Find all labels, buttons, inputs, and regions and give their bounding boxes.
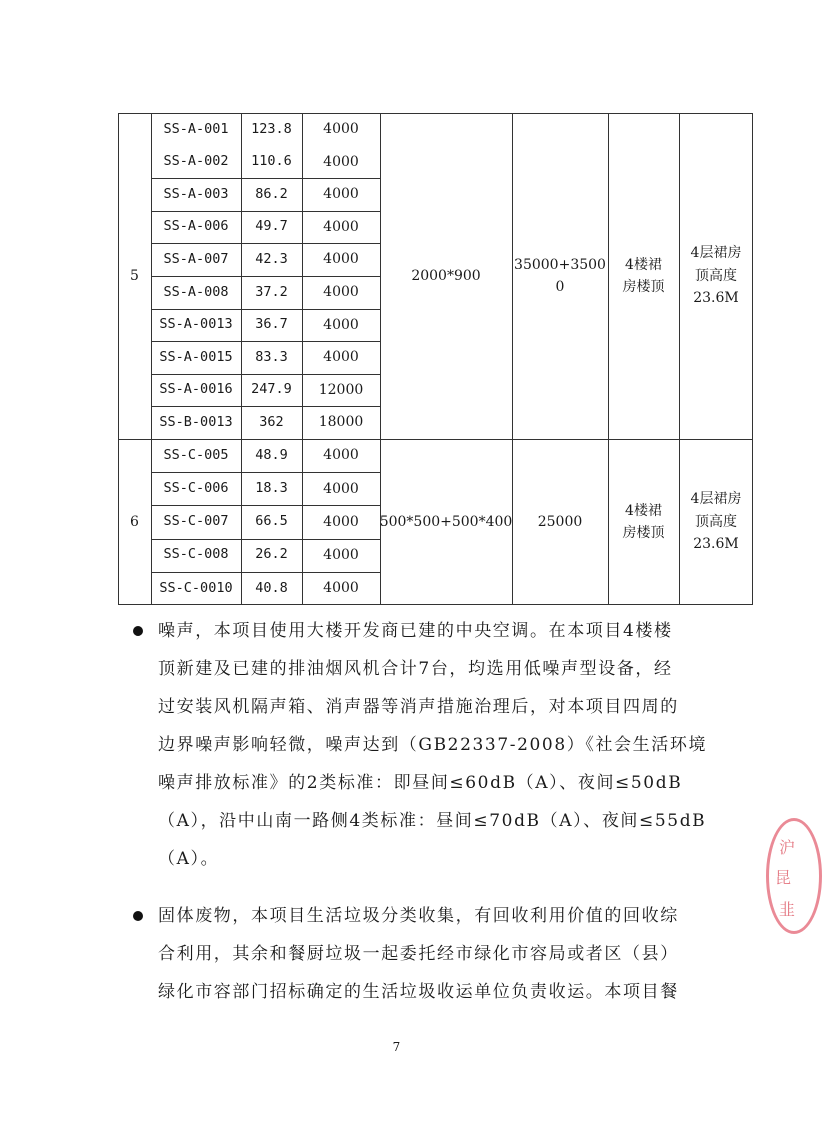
- total-airflow: [512, 113, 608, 439]
- stamp-char: 昆: [775, 868, 792, 887]
- bullet-noise: [133, 626, 143, 636]
- waste-line: 合利用，其余和餐厨垃圾一起委托经市绿化市容局或者区（县）: [158, 944, 679, 964]
- outlet-height-line: 顶高度: [695, 513, 737, 530]
- fan-airflow: 4000: [323, 447, 359, 464]
- duct-size: 2000*900: [411, 267, 481, 284]
- total-airflow: 25000: [537, 513, 583, 530]
- fan-value: 66.5: [255, 513, 288, 530]
- noise-line: （A）。: [158, 849, 220, 869]
- waste-line: 绿化市容部门招标确定的生活垃圾收运单位负责收运。本项目餐: [158, 982, 679, 1002]
- noise-line: 顶新建及已建的排油烟风机合计7台，均选用低噪声型设备，经: [158, 659, 673, 679]
- fan-value: 42.3: [255, 250, 288, 267]
- exhaust-fan-table: [118, 113, 753, 605]
- outlet-height-line: 4层裙房: [690, 245, 742, 262]
- fan-airflow: 4000: [323, 186, 359, 203]
- fan-airflow: 4000: [323, 546, 359, 563]
- fan-value: 49.7: [255, 218, 288, 235]
- fan-airflow: 18000: [318, 414, 364, 431]
- total-airflow-line: 35000+3500: [514, 256, 606, 273]
- fan-value: 48.9: [255, 446, 288, 463]
- fan-airflow: 12000: [318, 381, 364, 398]
- outlet-height-line: 23.6M: [693, 536, 739, 553]
- fan-id: SS-A-003: [163, 185, 229, 202]
- fan-value: 18.3: [255, 479, 288, 496]
- outlet-location: [608, 439, 679, 605]
- fan-airflow: 4000: [323, 218, 359, 235]
- outlet-location-line: 房楼顶: [622, 525, 665, 541]
- fan-id: SS-A-008: [163, 283, 229, 300]
- fan-value: 26.2: [255, 546, 288, 563]
- fan-id: SS-A-001: [163, 120, 229, 137]
- fan-airflow: 4000: [323, 284, 359, 301]
- noise-line: 过安装风机隔声箱、消声器等消声措施治理后，对本项目四周的: [158, 697, 679, 717]
- fan-id: SS-C-0010: [159, 579, 233, 596]
- fan-airflow: 4000: [323, 121, 359, 138]
- fan-value: 123.8: [251, 120, 292, 137]
- fan-value: 110.6: [251, 153, 292, 170]
- fan-value: 83.3: [255, 348, 288, 365]
- fan-id: SS-C-006: [163, 479, 229, 496]
- outlet-height-line: 4层裙房: [690, 491, 742, 508]
- outlet-height-line: 顶高度: [695, 267, 737, 284]
- total-airflow-line: 0: [555, 279, 565, 295]
- fan-id: SS-C-005: [163, 446, 229, 463]
- noise-line: （A），沿中山南一路侧4类标准：昼间≤70dB（A）、夜间≤55dB: [158, 811, 707, 831]
- fan-id: SS-A-007: [163, 250, 229, 267]
- stamp-char: 沪: [779, 838, 796, 857]
- outlet-location: [608, 113, 679, 439]
- outlet-location-line: 4楼裙: [625, 256, 662, 273]
- fan-airflow: 4000: [323, 480, 359, 497]
- bullet-waste: [133, 911, 143, 921]
- noise-line: 边界噪声影响轻微，噪声达到（GB22337-2008）《社会生活环境: [158, 735, 708, 755]
- fan-id: SS-B-0013: [159, 413, 233, 430]
- duct-size: 500*500+500*400: [379, 513, 513, 530]
- outlet-height: [679, 113, 753, 439]
- fan-value: 86.2: [255, 185, 288, 202]
- fan-value: 362: [259, 413, 284, 430]
- noise-paragraph: [158, 612, 718, 878]
- fan-airflow: 4000: [323, 316, 359, 333]
- group-number: 6: [130, 513, 139, 530]
- fan-airflow: 4000: [323, 153, 359, 170]
- fan-value: 247.9: [251, 381, 292, 398]
- fan-value: 37.2: [255, 283, 288, 300]
- outlet-location-line: 房楼顶: [622, 279, 665, 295]
- fan-id: SS-A-0016: [159, 381, 233, 398]
- fan-id: SS-C-007: [163, 513, 229, 530]
- fan-airflow: 4000: [323, 580, 359, 597]
- fan-id: SS-A-0013: [159, 316, 233, 333]
- noise-line: 噪声，本项目使用大楼开发商已建的中央空调。在本项目4楼楼: [158, 621, 673, 641]
- seal-stamp: [766, 818, 822, 934]
- fan-id: SS-C-008: [163, 546, 229, 563]
- outlet-location-line: 4楼裙: [625, 502, 662, 519]
- outlet-height: [679, 439, 753, 605]
- fan-value: 36.7: [255, 316, 288, 333]
- stamp-char: 韭: [779, 900, 796, 919]
- fan-id: SS-A-006: [163, 218, 229, 235]
- page-number: 7: [392, 1040, 401, 1054]
- waste-paragraph: [158, 897, 718, 1011]
- waste-line: 固体废物，本项目生活垃圾分类收集，有回收利用价值的回收综: [158, 906, 679, 926]
- fan-airflow: 4000: [323, 251, 359, 268]
- noise-line: 噪声排放标准》的2类标准：即昼间≤60dB（A）、夜间≤50dB: [158, 773, 683, 793]
- fan-airflow: 4000: [323, 513, 359, 530]
- fan-value: 40.8: [255, 579, 288, 596]
- fan-id: SS-A-0015: [159, 348, 233, 365]
- fan-airflow: 4000: [323, 349, 359, 366]
- outlet-height-line: 23.6M: [693, 290, 739, 307]
- fan-id: SS-A-002: [163, 153, 229, 170]
- group-number: 5: [130, 267, 139, 284]
